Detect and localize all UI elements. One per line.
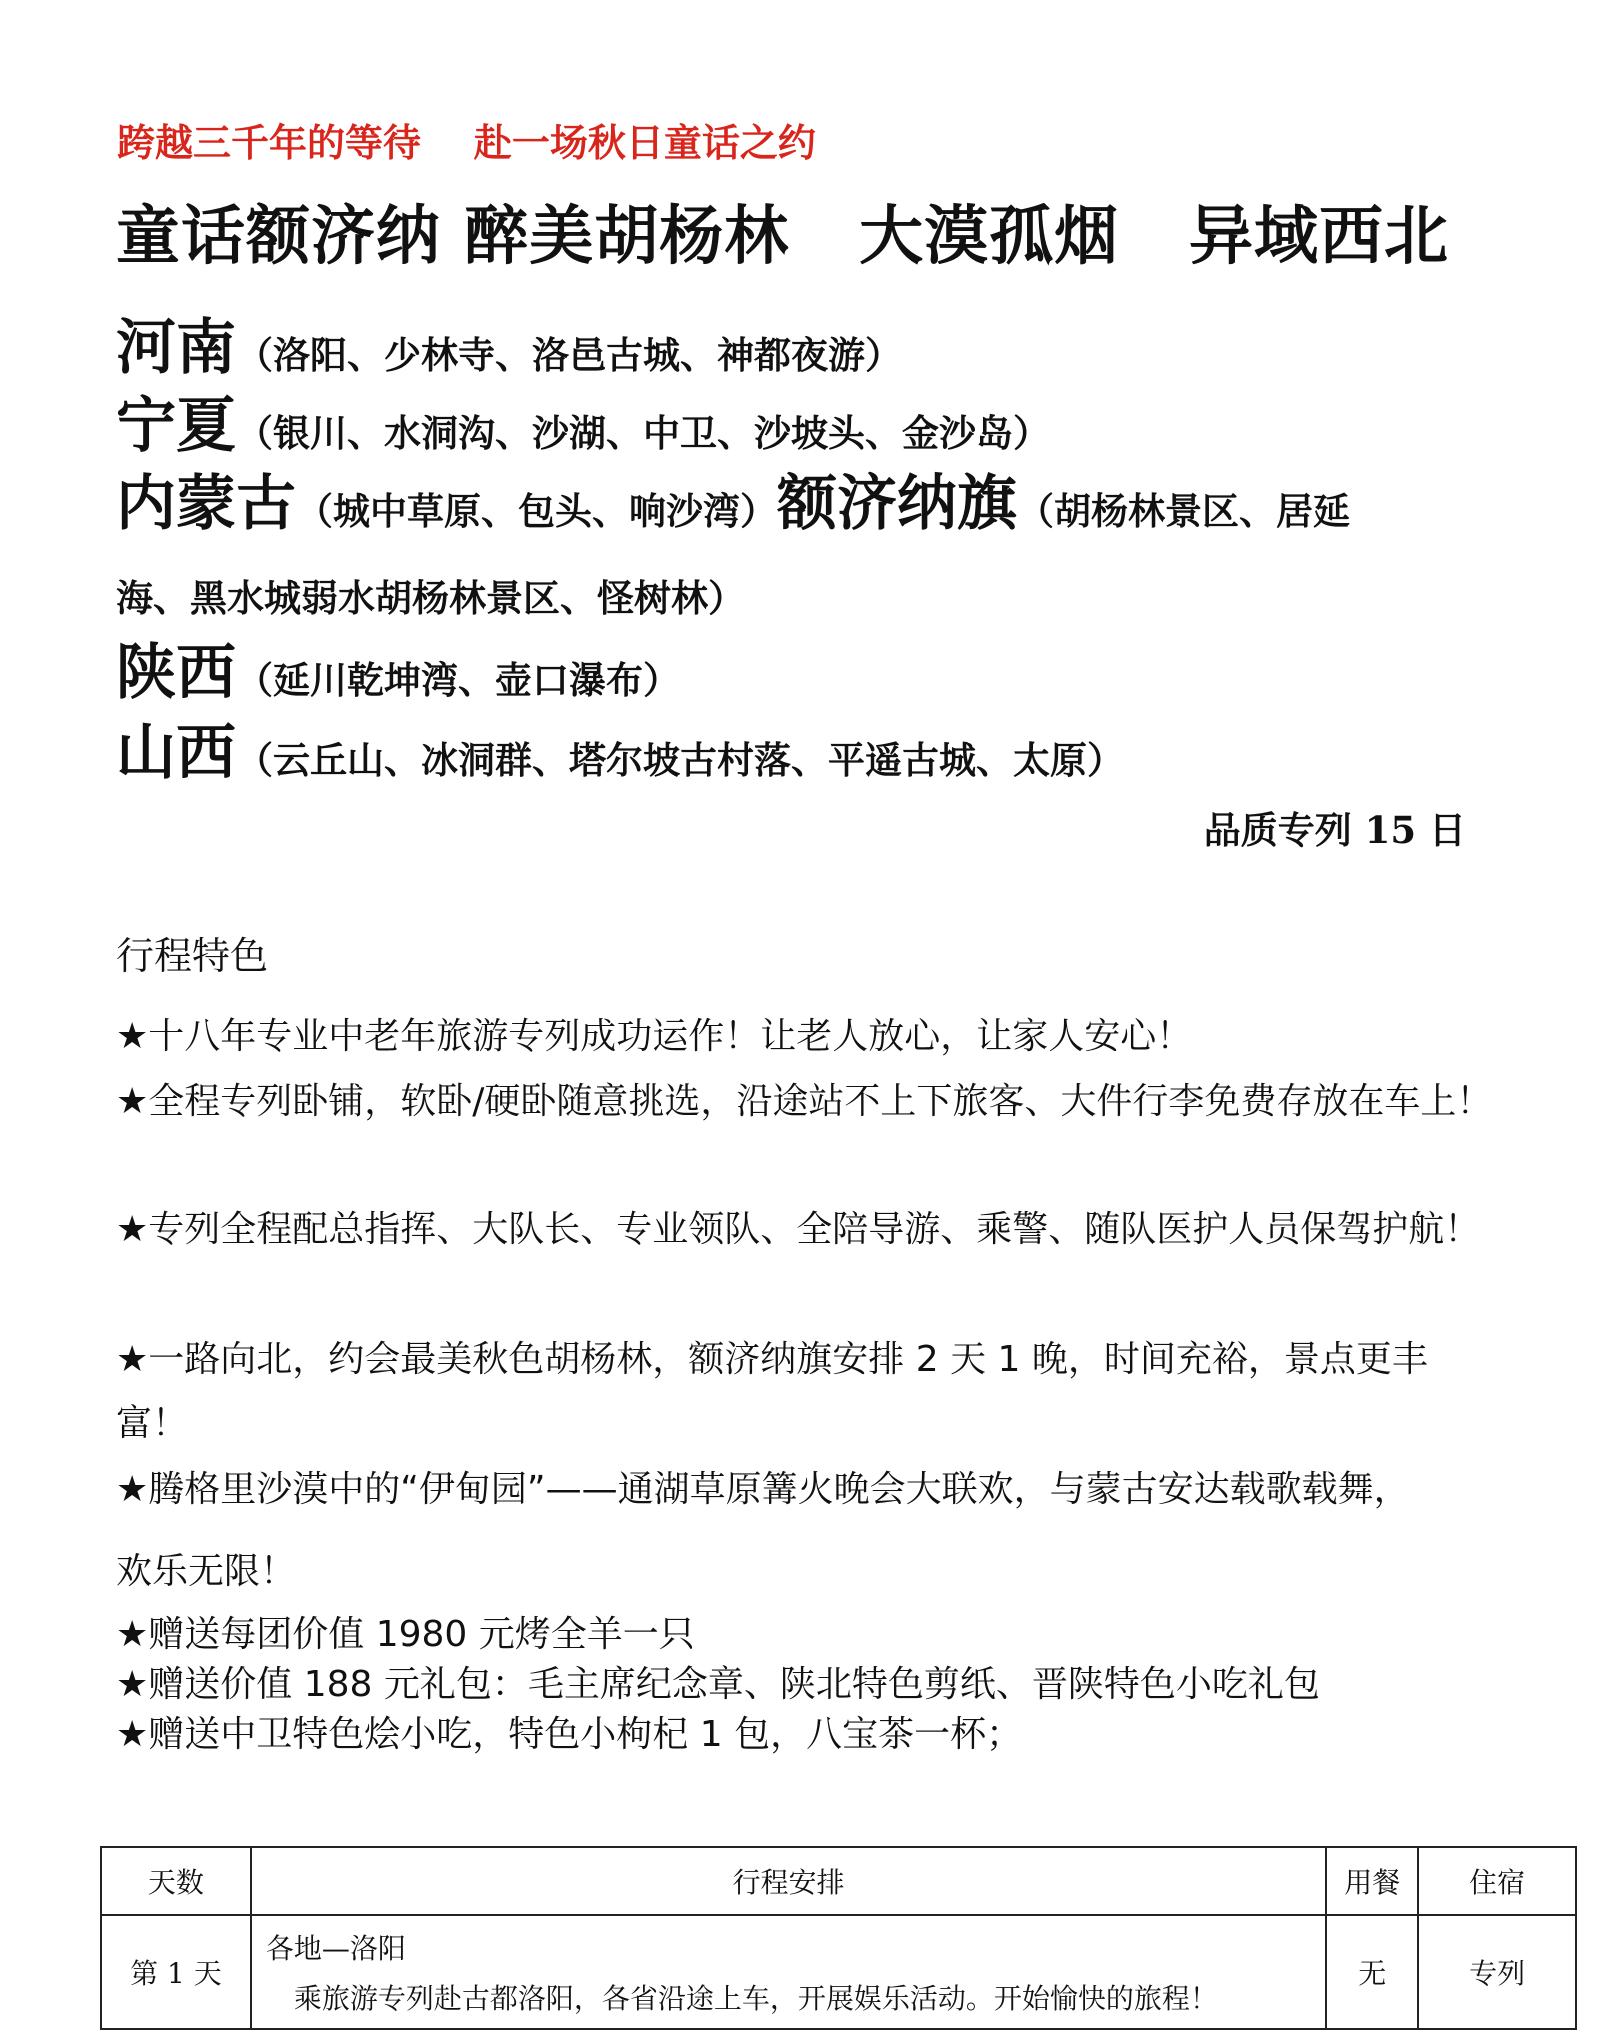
region-desc: （银川、水洞沟、沙湖、中卫、沙坡头、金沙岛） [236, 412, 1050, 455]
feature-item: ★全程专列卧铺，软卧/硬卧随意挑选，沿途站不上下旅客、大件行李免费存放在车上！ [116, 1081, 1493, 1122]
plan-desc: 乘旅游专列赴古都洛阳，各省沿途上车，开展娱乐活动。开始愉快的旅程！ [293, 1982, 1218, 2015]
region-desc: （洛阳、少林寺、洛邑古城、神都夜游） [236, 334, 902, 377]
header-meal: 用餐 [1326, 1847, 1418, 1915]
region-desc: （胡杨林景区、居延 [1017, 490, 1350, 533]
cell-meal: 无 [1326, 1915, 1418, 2029]
plan-title: 各地—洛阳 [265, 1932, 406, 1965]
region-name: 额济纳旗 [777, 469, 1017, 539]
region-desc: （云丘山、冰洞群、塔尔坡古村落、平遥古城、太原） [236, 739, 1124, 782]
feature-item: ★十八年专业中老年旅游专列成功运作！让老人放心，让家人安心！ [116, 1016, 1193, 1057]
cell-stay: 专列 [1418, 1915, 1576, 2029]
region-name: 宁夏 [116, 391, 236, 461]
header-day: 天数 [101, 1847, 251, 1915]
table-row [101, 1915, 1576, 2029]
region-desc: （城中草原、包头、响沙湾） [296, 490, 777, 533]
region-shaanxi [116, 625, 680, 711]
feature-item: 欢乐无限！ [116, 1551, 297, 1592]
region-desc: （延川乾坤湾、壶口瀑布） [236, 659, 680, 702]
region-ningxia [116, 378, 1050, 464]
region-continuation: 海、黑水城弱水胡杨林景区、怪树林） [116, 577, 745, 620]
region-neimenggu [116, 456, 1350, 542]
cell-plan [251, 1915, 1326, 2029]
region-name: 河南 [116, 313, 236, 383]
region-name: 内蒙古 [116, 469, 296, 539]
feature-item: ★专列全程配总指挥、大队长、专业领队、全陪导游、乘警、随队医护人员保驾护航！ [116, 1209, 1481, 1250]
region-name: 山西 [116, 718, 236, 788]
region-henan [116, 300, 902, 386]
headline: 童话额济纳 醉美胡杨林 大漠孤烟 异域西北 [116, 200, 1449, 274]
feature-item: ★腾格里沙漠中的“伊甸园”——通湖草原篝火晚会大联欢，与蒙古安达载歌载舞， [116, 1469, 1410, 1510]
header-plan: 行程安排 [251, 1847, 1326, 1915]
itinerary-table [100, 1846, 1577, 2030]
feature-item: ★一路向北，约会最美秋色胡杨林，额济纳旗安排 2 天 1 晚，时间充裕，景点更丰富！ [116, 1339, 1428, 1444]
feature-item: ★赠送价值 188 元礼包：毛主席纪念章、陕北特色剪纸、晋陕特色小吃礼包 [116, 1664, 1320, 1705]
table-header-row [101, 1847, 1576, 1915]
quality-label: 品质专列 15 日 [1203, 808, 1466, 852]
slogan: 跨越三千年的等待 赴一场秋日童话之约 [117, 121, 816, 165]
feature-item: ★赠送中卫特色烩小吃，特色小枸杞 1 包，八宝茶一杯； [116, 1714, 1023, 1755]
features-title: 行程特色 [116, 934, 269, 978]
header-stay: 住宿 [1418, 1847, 1576, 1915]
feature-item: ★赠送每团价值 1980 元烤全羊一只 [116, 1614, 695, 1655]
cell-day: 第 1 天 [101, 1915, 251, 2029]
region-shanxi [116, 705, 1124, 791]
region-name: 陕西 [116, 638, 236, 708]
